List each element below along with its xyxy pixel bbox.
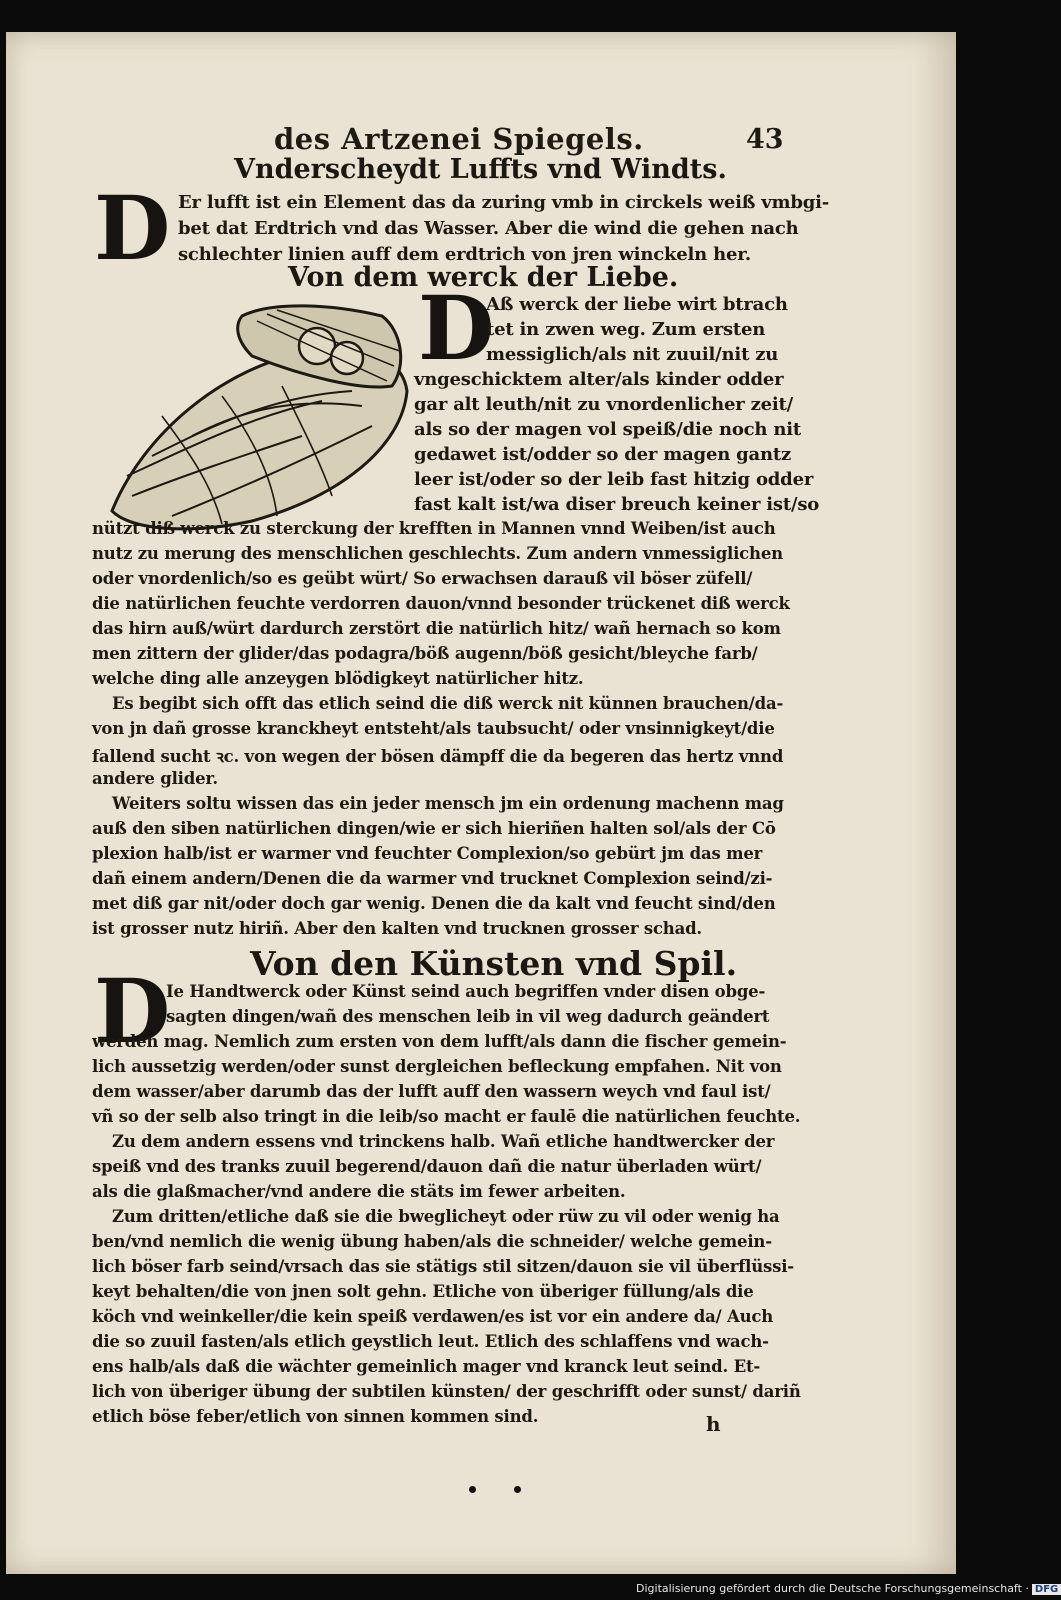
text-line: sagten dingen/wañ des menschen leib in vil weg dadurch geändert: [166, 1007, 770, 1026]
text-line: lich von überiger übung der subtilen künsten/ der geschrifft oder sunst/ dariñ: [92, 1382, 801, 1401]
text-line: die so zuuil fasten/als etlich geystlich leut. Etlich des schlaffens vnd wach-: [92, 1332, 769, 1351]
section-heading-love: Von dem werck der Liebe.: [288, 262, 679, 293]
text-line: nützt diß werck zu sterckung der krefften in Mannen vnnd Weiben/ist auch: [92, 519, 776, 538]
text-line: gar alt leuth/nit zu vnordenlicher zeit/: [414, 394, 794, 415]
text-line: welche ding alle anzeygen blödigkeyt natürlicher hitz.: [92, 669, 584, 688]
dfg-logo: DFG: [1032, 1584, 1061, 1595]
text-line: die natürlichen feuchte verdorren dauon/vnnd besonder trückenet diß werck: [92, 594, 790, 613]
text-line: lich aussetzig werden/oder sunst dergleichen befleckung empfahen. Nit von: [92, 1057, 782, 1076]
page-dots: [469, 1478, 559, 1497]
text-line: von jn dañ grosse kranckheyt entsteht/als taubsucht/ oder vnsinnigkeyt/die: [92, 719, 775, 738]
text-line: gedawet ist/odder so der magen gantz: [414, 444, 792, 465]
text-line: Zu dem andern essens vnd trinckens halb. Wañ etliche handtwercker der: [112, 1132, 775, 1151]
drop-cap: D: [418, 276, 495, 380]
section-heading-air-wind: Vnderscheydt Luffts vnd Windts.: [234, 154, 727, 185]
text-line: tet in zwen weg. Zum ersten: [486, 319, 766, 340]
text-line: men zittern der glider/das podagra/böß augenn/böß gesicht/bleyche farb/: [92, 644, 758, 663]
text-line: ist grosser nutz hiriñ. Aber den kalten vnd trucknen grosser schad.: [92, 919, 702, 938]
text-line: schlechter linien auff dem erdtrich von jren winckeln her.: [178, 244, 751, 265]
dot: [469, 1486, 476, 1493]
text-line: als so der magen vol speiß/die noch nit: [414, 419, 802, 440]
text-line: köch vnd weinkeller/die kein speiß verdawen/es ist vor ein andere da/ Auch: [92, 1307, 774, 1326]
drop-cap: D: [94, 959, 171, 1063]
folio-number: 43: [746, 124, 784, 155]
section-heading-arts-games: Von den Künsten vnd Spil.: [250, 944, 738, 983]
digitization-credit: [636, 1582, 1061, 1595]
text-line: ben/vnd nemlich die wenig übung haben/als die schneider/ welche gemein-: [92, 1232, 772, 1251]
catchword: h: [706, 1412, 721, 1436]
text-line: Zum dritten/etliche daß sie die bweglicheyt oder rüw zu vil oder wenig ha: [112, 1207, 780, 1226]
text-line: andere glider.: [92, 769, 218, 788]
text-line: vngeschicktem alter/als kinder odder: [414, 369, 784, 390]
book-page: [6, 32, 956, 1574]
text-line: fast kalt ist/wa diser breuch keiner ist/so: [414, 494, 820, 515]
text-line: vñ so der selb also tringt in die leib/so macht er faulē die natürlichen feuchte.: [92, 1107, 801, 1126]
text-line: Aß werck der liebe wirt btrach: [486, 294, 788, 315]
text-line: Weiters soltu wissen das ein jeder mensch jm ein ordenung machenn mag: [112, 794, 784, 813]
text-line: werden mag. Nemlich zum ersten von dem lufft/als dann die fischer gemein-: [92, 1032, 787, 1051]
text-line: das hirn auß/würt dardurch zerstört die natürlich hitz/ wañ hernach so kom: [92, 619, 781, 638]
text-line: dem wasser/aber darumb das der lufft auff den wassern weych vnd faul ist/: [92, 1082, 771, 1101]
text-line: fallend sucht ꝛc. von wegen der bösen dämpff die da begeren das hertz vnnd: [92, 747, 784, 766]
text-line: keyt behalten/die von jnen solt gehn. Etliche von überiger füllung/als die: [92, 1282, 754, 1301]
text-line: Ie Handtwerck oder Künst seind auch begriffen vnder disen obge-: [166, 982, 766, 1001]
text-line: bet dat Erdtrich vnd das Wasser. Aber die wind die gehen nach: [178, 218, 799, 239]
text-line: messiglich/als nit zuuil/nit zu: [486, 344, 779, 365]
text-line: als die glaßmacher/vnd andere die stäts im fewer arbeiten.: [92, 1182, 626, 1201]
text-line: oder vnordenlich/so es geübt würt/ So erwachsen darauß vil böser züfell/: [92, 569, 753, 588]
text-line: dañ einem andern/Denen die da warmer vnd trucknet Complexion seind/zi-: [92, 869, 773, 888]
running-head: des Artzenei Spiegels.: [274, 122, 644, 156]
text-line: ens halb/als daß die wächter gemeinlich mager vnd kranck leut seind. Et-: [92, 1357, 761, 1376]
text-line: Es begibt sich offt das etlich seind die diß werck nit künnen brauchen/da-: [112, 694, 784, 713]
text-line: lich böser farb seind/vrsach das sie stätigs stil sitzen/dauon sie vil überflüssi-: [92, 1257, 794, 1276]
text-line: etlich böse feber/etlich von sinnen kommen sind.: [92, 1407, 539, 1426]
drop-cap: D: [94, 176, 171, 280]
text-line: nutz zu merung des menschlichen geschlechts. Zum andern vnmessiglichen: [92, 544, 783, 563]
text-line: leer ist/oder so der leib fast hitzig odder: [414, 469, 814, 490]
text-line: auß den siben natürlichen dingen/wie er sich hieriñen halten sol/als der Cō: [92, 819, 776, 838]
dot: [514, 1486, 521, 1493]
text-line: Er lufft ist ein Element das da zuring vmb in circkels weiß vmbgi-: [178, 192, 830, 213]
text-line: speiß vnd des tranks zuuil begerend/dauon dañ die natur überladen würt/: [92, 1157, 762, 1176]
text-line: plexion halb/ist er warmer vnd feuchter Complexion/so gebürt jm das mer: [92, 844, 763, 863]
couple-in-bed-woodcut: [102, 296, 422, 536]
text-line: met diß gar nit/oder doch gar wenig. Denen die da kalt vnd feucht sind/den: [92, 894, 776, 913]
credit-text: Digitalisierung gefördert durch die Deutsche Forschungsgemeinschaft ·: [636, 1582, 1029, 1595]
